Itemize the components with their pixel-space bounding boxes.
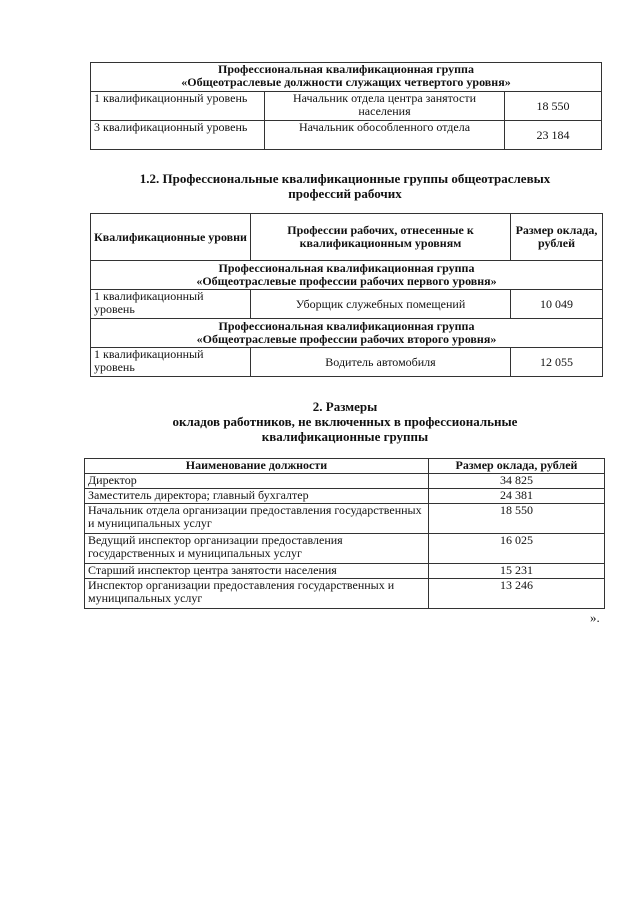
position-cell: Начальник отдела центра занятости населения bbox=[265, 92, 505, 121]
position-cell: Начальник обособленного отдела bbox=[265, 121, 505, 150]
position-cell: Водитель автомобиля bbox=[251, 348, 511, 377]
table-header-row bbox=[85, 459, 605, 474]
salary-cell: 13 246 bbox=[429, 579, 605, 609]
position-cell: Уборщик служебных помещений bbox=[251, 290, 511, 319]
closing-quote-mark: ». bbox=[590, 610, 600, 625]
group-title bbox=[91, 319, 603, 348]
section-heading-line3: квалификационные группы bbox=[261, 429, 429, 444]
table-row bbox=[91, 92, 602, 121]
section-heading-line2: окладов работников, не включенных в профессиональные bbox=[172, 414, 518, 429]
level-cell: 1 квалификационный уровень bbox=[91, 348, 251, 377]
level-cell: 1 квалификационный уровень bbox=[91, 290, 251, 319]
header-salary: Размер оклада, рублей bbox=[511, 214, 603, 261]
salary-cell: 24 381 bbox=[429, 489, 605, 504]
salary-cell: 15 231 bbox=[429, 564, 605, 579]
group-title bbox=[91, 261, 603, 290]
table-row bbox=[91, 348, 603, 377]
header-salary: Размер оклада, рублей bbox=[429, 459, 605, 474]
table-row bbox=[85, 534, 605, 564]
group-title-line1: Профессиональная квалификационная группа bbox=[218, 261, 475, 275]
header-name: Наименование должности bbox=[85, 459, 429, 474]
salary-cell: 16 025 bbox=[429, 534, 605, 564]
section-heading-line2: профессий рабочих bbox=[288, 186, 402, 201]
salary-cell: 34 825 bbox=[429, 474, 605, 489]
group-title-line2: «Общеотраслевые профессии рабочих первого уровня» bbox=[196, 274, 497, 288]
table-row bbox=[85, 489, 605, 504]
header-levels: Квалификационные уровни bbox=[91, 214, 251, 261]
position-cell: Инспектор организации предоставления государственных и муниципальных услуг bbox=[85, 579, 429, 609]
level-cell: 3 квалификационный уровень bbox=[91, 121, 265, 150]
group-title-line1: Профессиональная квалификационная группа bbox=[218, 62, 474, 76]
salary-cell: 18 550 bbox=[505, 92, 602, 121]
section-heading-line1: 1.2. Профессиональные квалификационные группы общеотраслевых bbox=[139, 171, 551, 186]
section-heading-1-2 bbox=[90, 171, 600, 201]
table-header-row bbox=[91, 214, 603, 261]
table-row bbox=[85, 474, 605, 489]
salary-cell: 23 184 bbox=[505, 121, 602, 150]
table-group-fourth-level bbox=[90, 62, 602, 150]
group-title-line2: «Общеотраслевые профессии рабочих второго уровня» bbox=[196, 332, 497, 346]
section-heading-line1: 2. Размеры bbox=[312, 399, 378, 414]
table-row bbox=[85, 564, 605, 579]
table-worker-professions bbox=[90, 213, 603, 377]
group-title bbox=[91, 63, 602, 92]
table-other-positions bbox=[84, 458, 605, 609]
table-row bbox=[85, 504, 605, 534]
table-row bbox=[91, 121, 602, 150]
position-cell: Начальник отдела организации предоставления государственных и муниципальных услуг bbox=[85, 504, 429, 534]
salary-cell: 10 049 bbox=[511, 290, 603, 319]
position-cell: Ведущий инспектор организации предоставления государственных и муниципальных услуг bbox=[85, 534, 429, 564]
salary-cell: 12 055 bbox=[511, 348, 603, 377]
position-cell: Заместитель директора; главный бухгалтер bbox=[85, 489, 429, 504]
salary-cell: 18 550 bbox=[429, 504, 605, 534]
header-professions: Профессии рабочих, отнесенные к квалификационным уровням bbox=[251, 214, 511, 261]
group-title-line1: Профессиональная квалификационная группа bbox=[218, 319, 475, 333]
position-cell: Старший инспектор центра занятости населения bbox=[85, 564, 429, 579]
section-heading-2 bbox=[90, 399, 600, 444]
group-title-line2: «Общеотраслевые должности служащих четвертого уровня» bbox=[181, 75, 511, 89]
position-cell: Директор bbox=[85, 474, 429, 489]
level-cell: 1 квалификационный уровень bbox=[91, 92, 265, 121]
table-row bbox=[91, 290, 603, 319]
table-row bbox=[85, 579, 605, 609]
